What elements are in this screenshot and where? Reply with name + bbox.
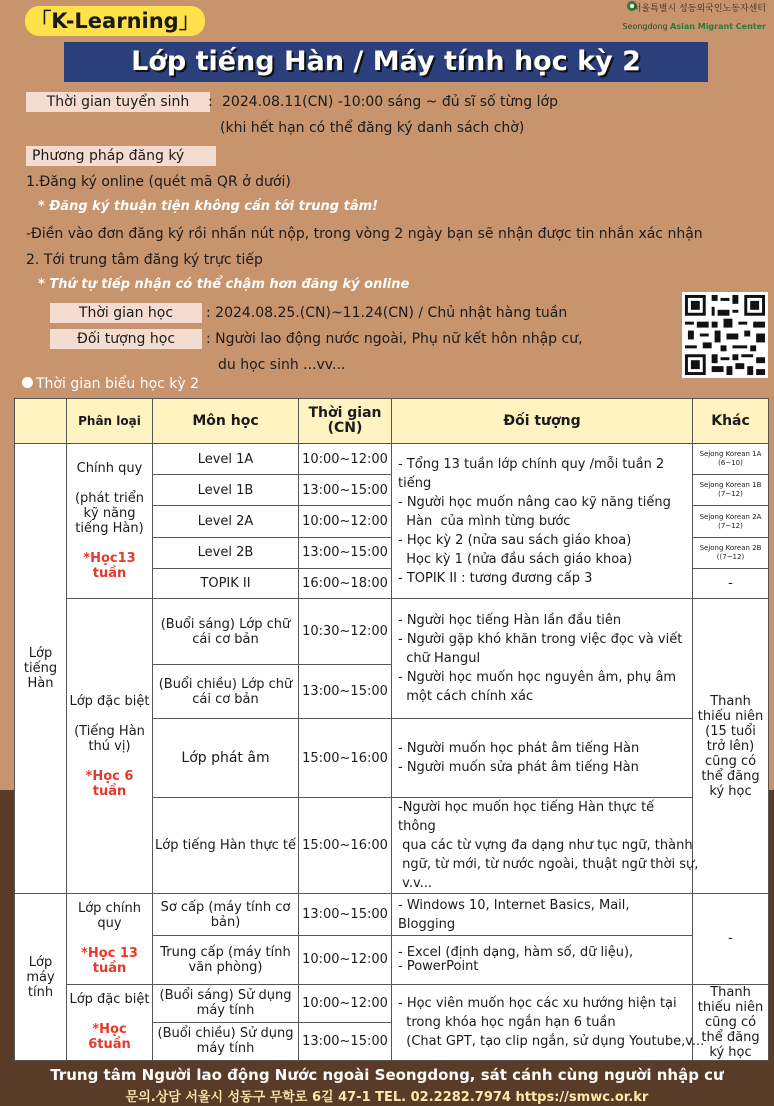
pc-regular-cell <box>67 894 153 984</box>
target-cell: - Windows 10, Internet Basics, Mail, Blogging <box>392 894 693 936</box>
pronunciation-target-cell: - Người muốn học phát âm tiếng Hàn - Người muốn sửa phát âm tiếng Hàn <box>392 719 693 797</box>
textbook-cell: Sejong Korean 2A (7~12) <box>693 506 769 537</box>
textbook-cell: Sejong Korean 2B ((7~12) <box>693 537 769 568</box>
center-logo <box>622 0 766 34</box>
time-cell: 13:00~15:00 <box>299 537 392 568</box>
method-offline: 2. Tới trung tâm đăng ký trực tiếp <box>26 252 263 268</box>
header-time: Thời gian (CN) <box>299 399 392 444</box>
special-class-name: Lớp đặc biệt <box>69 693 150 709</box>
pc-regular-name: Lớp chính quy <box>77 901 142 932</box>
pc-regular-other-cell: - <box>693 894 769 984</box>
schedule-title: Thời gian biểu học kỳ 2 <box>22 376 199 392</box>
time-cell: 10:00~12:00 <box>299 444 392 475</box>
table-row <box>15 894 769 936</box>
time-cell: 13:00~15:00 <box>299 894 392 936</box>
schedule-table <box>14 398 769 1061</box>
regular-class-cell <box>67 444 153 599</box>
time-cell: 16:00~18:00 <box>299 568 392 598</box>
page-title: Lớp tiếng Hàn / Máy tính học kỳ 2 <box>64 42 708 82</box>
period-value: : 2024.08.25.(CN)~11.24(CN) / Chủ nhật hàng tuần <box>206 305 568 321</box>
recruit-colon: : <box>208 94 213 110</box>
regular-class-desc: (phát triển kỹ năng tiếng Hàn) <box>74 491 145 537</box>
subject-cell: Lớp tiếng Hàn thực tế <box>153 797 299 893</box>
table-row <box>15 984 769 1022</box>
method-offline-note: * Thứ tự tiếp nhận có thể chậm hơn đăng ký online <box>38 277 410 292</box>
logo-korean-name: 서울특별시 성동외국인노동자센터 <box>632 4 766 14</box>
other-cell: - <box>693 568 769 598</box>
subject-cell: Sơ cấp (máy tính cơ bản) <box>153 894 299 936</box>
table-row <box>15 598 769 664</box>
footer-center-name: Trung tâm Người lao động Nước ngoài Seongdong, sát cánh cùng người nhập cư <box>50 1066 724 1084</box>
pc-special-target-cell: - Học viên muốn học các xu hướng hiện tại trong khóa học ngắn hạn 6 tuần (Chat GPT, tạo clip ngắn, sử dụng Youtube,v... <box>392 984 693 1060</box>
subject-cell: TOPIK II <box>153 568 299 598</box>
recruit-value-note: (khi hết hạn có thể đăng ký danh sách chờ) <box>220 120 525 136</box>
computer-class-group: Lớp máy tính <box>15 894 67 1061</box>
subject-cell: (Buổi chiều) Sử dụng máy tính <box>153 1022 299 1060</box>
subject-cell: Level 1A <box>153 444 299 475</box>
method-label: Phương pháp đăng ký <box>26 146 216 166</box>
regular-target-cell: - Tổng 13 tuần lớp chính quy /mỗi tuần 2 tiếng - Người học muốn nâng cao kỹ năng tiếng Hàn của mình từng bước - Học kỳ 2 (nửa sau sách giáo khoa) Học kỳ 1 (nửa đầu sách giáo khoa) - TOPIK II : tương đương cấp 3 <box>392 444 693 599</box>
header-other: Khác <box>693 399 769 444</box>
subject-cell: (Buổi sáng) Lớp chữ cái cơ bản <box>153 598 299 664</box>
pc-regular-weeks: *Học 13 tuần <box>81 946 138 977</box>
real-korean-target-cell: -Người học muốn học tiếng Hàn thực tế thông qua các từ vựng đa dạng như tục ngữ, thành ngữ, từ mới, từ nước ngoài, thuật ngữ thời sự, v.v... <box>392 797 693 893</box>
regular-class-weeks: *Học13 tuần <box>83 551 136 582</box>
time-cell: 15:00~16:00 <box>299 719 392 797</box>
time-cell: 13:00~15:00 <box>299 475 392 506</box>
recruit-value: 2024.08.11(CN) -10:00 sáng ~ đủ sĩ số từng lớp <box>222 94 558 110</box>
pc-special-name: Lớp đặc biệt <box>69 992 150 1008</box>
regular-class-name: Chính quy <box>76 461 143 477</box>
header-target: Đối tượng <box>392 399 693 444</box>
header-category: Phân loại <box>67 399 153 444</box>
method-online: 1.Đăng ký online (quét mã QR ở dưới) <box>26 174 291 190</box>
recruit-label: Thời gian tuyển sinh <box>26 92 210 112</box>
period-label: Thời gian học <box>50 303 202 323</box>
special-other-cell: Thanh thiếu niên (15 tuổi trở lên) cũng có thể đăng ký học <box>693 598 769 893</box>
qr-code-icon[interactable] <box>682 292 768 378</box>
method-online-note: * Đăng ký thuận tiện không cần tới trung tâm! <box>38 199 379 214</box>
special-class-weeks: *Học 6 tuần <box>85 768 134 799</box>
method-online-detail: -Điền vào đơn đăng ký rồi nhấn nút nộp, trong vòng 2 ngày bạn sẽ nhận được tin nhắn xác nhận <box>26 226 703 242</box>
time-cell: 10:00~12:00 <box>299 984 392 1022</box>
bullet-icon <box>22 377 33 388</box>
table-row <box>15 444 769 475</box>
subject-cell: Level 2B <box>153 537 299 568</box>
pc-special-other-cell: Thanh thiếu niên cũng có thể đăng ký học <box>693 984 769 1060</box>
time-cell: 10:00~12:00 <box>299 506 392 537</box>
textbook-cell: Sejong Korean 1B (7~12) <box>693 475 769 506</box>
footer-contact[interactable]: 문의.상담 서울시 성동구 무학로 6길 47-1 TEL. 02.2282.7974 https://smwc.or.kr <box>125 1090 649 1105</box>
target-label: Đối tượng học <box>50 329 202 349</box>
special-class-desc: (Tiếng Hàn thú vị) <box>74 723 145 754</box>
korean-class-group: Lớp tiếng Hàn <box>15 444 67 894</box>
time-cell: 10:00~12:00 <box>299 936 392 984</box>
subject-cell: Trung cấp (máy tính văn phòng) <box>153 936 299 984</box>
subject-cell: Level 2A <box>153 506 299 537</box>
header-subject: Môn học <box>153 399 299 444</box>
table-header-row <box>15 399 769 444</box>
program-badge: 「K-Learning」 <box>25 6 205 36</box>
time-cell: 15:00~16:00 <box>299 797 392 893</box>
pc-special-cell <box>67 984 153 1060</box>
subject-cell: (Buổi chiều) Lớp chữ cái cơ bản <box>153 665 299 719</box>
logo-english-name: Seongdong Asian Migrant Center <box>622 22 766 31</box>
subject-cell: Lớp phát âm <box>153 719 299 797</box>
time-cell: 13:00~15:00 <box>299 665 392 719</box>
time-cell: 10:30~12:00 <box>299 598 392 664</box>
subject-cell: Level 1B <box>153 475 299 506</box>
pc-special-weeks: *Học 6tuần <box>88 1022 131 1053</box>
alphabet-target-cell: - Người học tiếng Hàn lần đầu tiên - Người gặp khó khăn trong việc đọc và viết chữ Hangul - Người học muốn học nguyên âm, phụ âm một cách chính xác <box>392 598 693 719</box>
target-value: : Người lao động nước ngoài, Phụ nữ kết hôn nhập cư, <box>206 331 583 347</box>
textbook-cell: Sejong Korean 1A (6~10) <box>693 444 769 475</box>
target-cell: - Excel (định dạng, hàm số, dữ liệu), - PowerPoint <box>392 936 693 984</box>
subject-cell: (Buổi sáng) Sử dụng máy tính <box>153 984 299 1022</box>
target-value-2: du học sinh ...vv... <box>218 357 346 373</box>
time-cell: 13:00~15:00 <box>299 1022 392 1060</box>
special-class-cell <box>67 598 153 893</box>
